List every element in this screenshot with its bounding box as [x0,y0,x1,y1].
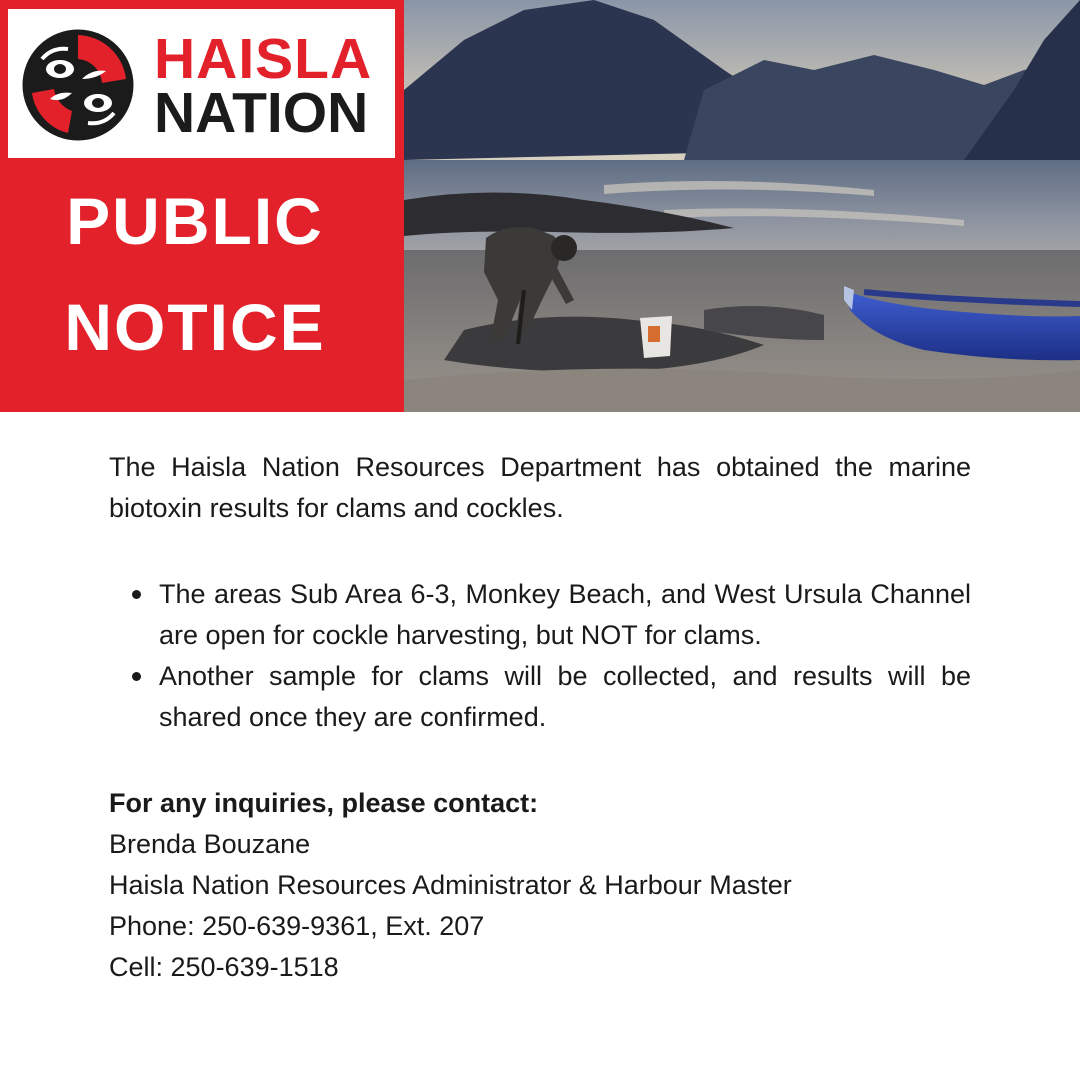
list-item [159,574,971,656]
contact-title: Haisla Nation Resources Administrator & Harbour Master [109,870,792,900]
header [0,0,1080,412]
contact-name: Brenda Bouzane [109,829,311,859]
bullet-list [109,574,971,738]
notice-title-line-2: NOTICE [64,290,326,364]
list-item [159,656,971,738]
contact-block [109,783,971,988]
haisla-formline-emblem-icon [22,29,134,141]
contact-cell: Cell: 250-639-1518 [109,952,339,982]
notice-banner [0,0,404,412]
notice-body [109,447,971,988]
haisla-nation-logo [8,9,395,158]
intro-paragraph: The Haisla Nation Resources Department has obtained the marine biotoxin results for clams and cockles. [109,452,971,523]
notice-title-line-1: PUBLIC [66,184,324,258]
bullet-icon [132,672,141,681]
logo-wordmark-nation: NATION [154,81,369,145]
contact-heading: For any inquiries, please contact: [109,788,539,818]
bullet-icon [132,590,141,599]
beach-harvesting-photo [404,0,1080,412]
contact-phone: Phone: 250-639-9361, Ext. 207 [109,911,485,941]
bullet-text: The areas Sub Area 6-3, Monkey Beach, and West Ursula Channel are open for cockle harvesting, but NOT for clams. [159,579,971,650]
bullet-text: Another sample for clams will be collected, and results will be shared once they are confirmed. [159,661,971,732]
logo-wordmark-haisla: HAISLA [154,27,373,91]
